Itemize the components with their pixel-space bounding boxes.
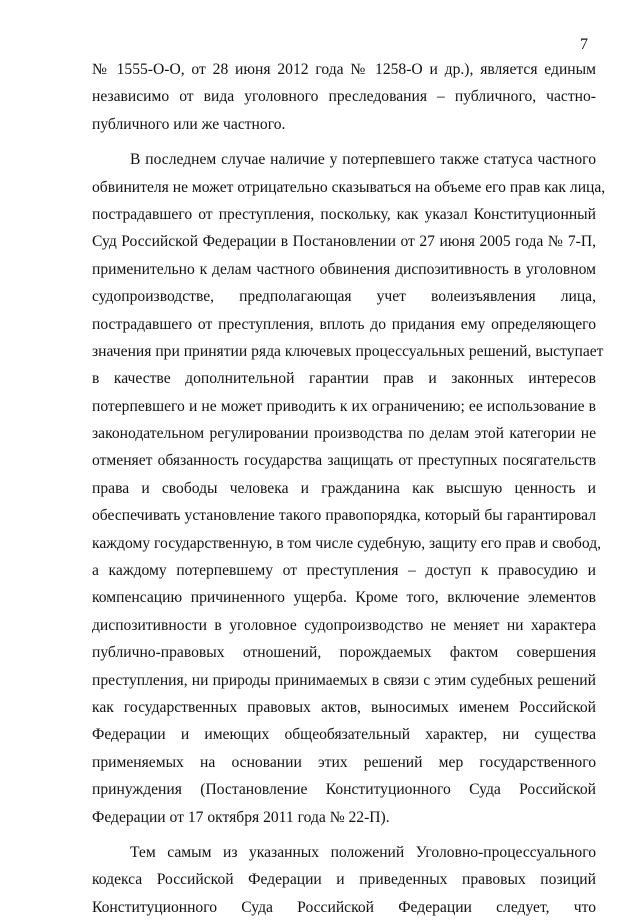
text-line: № 1555-О-О, от 28 июня 2012 года № 1258-О и др.), является единым [92,61,596,78]
text-line: диспозитивности в уголовное судопроизводство не меняет ни характера [92,616,596,634]
text-line: пострадавшего от преступления, вплоть до придания ему определяющего [92,315,596,333]
text-line: В последнем случае наличие у потерпевшего также статуса частного [130,151,596,169]
text-line: каждому государственную, в том числе судебную, защиту его прав и свобод, [92,534,602,552]
text-line: компенсацию причиненного ущерба. Кроме того, включение элементов [92,589,596,607]
text-line: Тем самым из указанных положений Уголовно-процессуального [130,843,596,861]
text-line: Федерации от 17 октября 2011 года № 22-П). [92,808,390,826]
text-line: в качестве дополнительной гарантии прав и законных интересов [92,370,596,388]
paragraph [92,839,596,921]
paragraph [92,146,606,831]
text-line: отменяет обязанность государства защищать от преступных посягательств [92,452,596,470]
text-line: законодательном регулировании производства по делам этой категории не [92,425,596,443]
text-line: кодекса Российской Федерации и приведенных правовых позиций [92,871,596,889]
text-line: потерпевшего и не может приводить к их ограничению; ее использование в [92,397,596,415]
text-line: принуждения (Постановление Конституционного Суда Российской [92,781,596,799]
text-line: Конституционного Суда Российской Федерации следует, что [92,898,596,916]
text-line: обеспечивать установление такого правопорядка, который бы гарантировал [92,507,596,525]
text-line: а каждому потерпевшему от преступления – доступ к правосудию и [92,562,596,580]
paragraph [92,56,596,138]
text-line: значения при принятии ряда ключевых процессуальных решений, выступает [92,342,604,360]
text-line: независимо от вида уголовного преследования – публичного, частно- [92,88,596,106]
text-line: как государственных правовых актов, выносимых именем Российской [92,698,596,716]
text-line: права и свободы человека и гражданина как высшую ценность и [92,479,596,497]
text-line: публичного или же частного. [92,115,286,133]
page-number: 7 [580,36,588,53]
text-line: применяемых на основании этих решений мер государственного [92,753,596,771]
paragraph-gap [92,138,596,146]
paragraph-gap [92,831,596,839]
body-text [92,56,606,921]
text-line: Федерации и имеющих общеобязательный характер, ни существа [92,726,596,744]
text-line: Суд Российской Федерации в Постановлении от 27 июня 2005 года № 7-П, [92,233,596,251]
text-line: пострадавшего от преступления, поскольку, как указал Конституционный [92,205,596,223]
text-line: преступления, ни природы принимаемых в связи с этим судебных решений [92,671,596,689]
text-line: обвинителя не может отрицательно сказываться на объеме его прав как лица, [92,178,606,196]
text-line: публично-правовых отношений, порождаемых фактом совершения [92,644,596,662]
text-line: судопроизводстве, предполагающая учет волеизъявления лица, [92,288,596,306]
text-line: применительно к делам частного обвинения диспозитивность в уголовном [92,260,596,278]
